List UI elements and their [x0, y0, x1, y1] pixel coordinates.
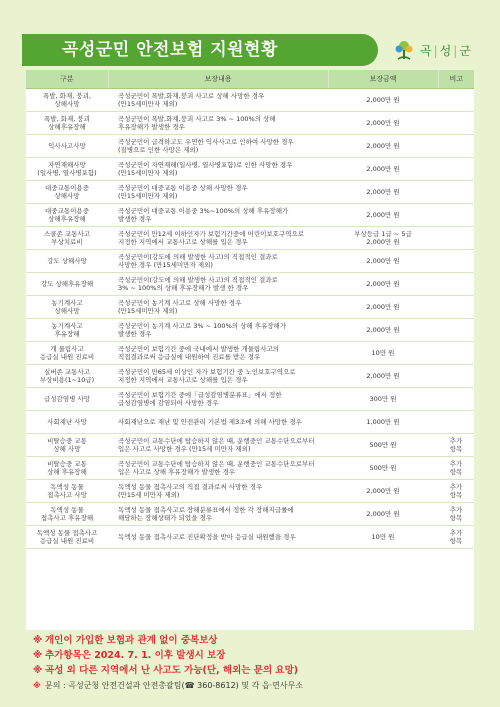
row-amount-line: 2,000만 원 [366, 256, 400, 265]
row-note [438, 181, 474, 204]
row-amount-line: 2,000만 원 [366, 141, 400, 150]
row-category-line: 비탈승중 교통 [47, 459, 87, 468]
row-amount [328, 342, 438, 365]
row-amount-line: 2,000만 원 [366, 238, 400, 246]
column-header: 비고 [438, 70, 474, 89]
table-row [26, 388, 474, 411]
note-line [33, 663, 473, 678]
table-row [26, 411, 474, 434]
row-note-line: 추가 [449, 505, 463, 514]
row-category-line: 폭발, 화재, 붕괴, [42, 91, 91, 100]
row-content-line: 해당하는 장해상태가 되었을 경우 [118, 514, 213, 522]
row-category-line: (일사병, 열사병포함) [37, 169, 97, 177]
note-mark: ※ [33, 635, 43, 646]
row-content [108, 296, 328, 319]
row-note-line: 항목 [449, 514, 463, 522]
row-category-line: 후유장해 [54, 330, 80, 338]
row-content [108, 112, 328, 135]
row-category [26, 89, 108, 112]
row-content [108, 388, 328, 411]
row-category [26, 434, 108, 457]
row-category-line: 사회재난 사망 [47, 417, 87, 426]
note-line [33, 648, 473, 663]
table-row [26, 342, 474, 365]
row-note-line: 추가 [449, 436, 463, 445]
row-amount [328, 319, 438, 342]
page-title: 곡성군민 안전보험 지원현황 [62, 40, 278, 60]
row-note [438, 434, 474, 457]
row-content [108, 365, 328, 388]
row-content-line: (질병으로 인한 사망은 제외) [118, 146, 199, 154]
notes-section [33, 633, 473, 693]
row-category-line: 응급실 내원 진료비 [39, 537, 95, 545]
row-category [26, 388, 108, 411]
row-content-line: 곡성군민이 폭발,화재,붕괴 사고로 상해 사망한 경우 [118, 91, 265, 100]
row-content-line: 곡성군민이 보험기간 중에 국내에서 발생한 개물림사고의 [118, 344, 280, 353]
row-category-line: 비탈승중 교통 [47, 436, 87, 445]
row-category [26, 503, 108, 526]
note-mark: ※ [33, 681, 41, 690]
row-note [438, 135, 474, 158]
table-row [26, 319, 474, 342]
row-amount [328, 227, 438, 250]
row-note [438, 296, 474, 319]
row-content [108, 411, 328, 434]
row-content-line: 지정한 지역에서 교통사고로 상해를 입은 경우 [118, 376, 248, 384]
row-amount [328, 526, 438, 549]
row-content-line: 독액성 동물 접촉사고로 진단확정을 받아 응급실 내원했을 경우 [118, 532, 296, 541]
row-amount-line: 2,000만 원 [366, 509, 400, 518]
logo-char: 성 [439, 43, 453, 58]
row-note [438, 158, 474, 181]
row-note [438, 480, 474, 503]
row-content-line: 곡성군민이 교통수단에 탑승하지 않은 때, 운행중인 교통수단으로부터 [118, 459, 315, 468]
row-amount [328, 411, 438, 434]
note-text: 곡성 외 다른 지역에서 난 사고도 가능(단, 해외는 문의 요망) [45, 665, 299, 676]
row-content-line: 독액성 동물 접촉사고의 직접 결과로써 사망한 경우 [118, 482, 263, 491]
row-note-line: 항목 [449, 537, 463, 545]
row-amount [328, 457, 438, 480]
row-category-line: 접촉사고 사망 [47, 491, 87, 499]
row-content [108, 480, 328, 503]
row-note [438, 204, 474, 227]
row-content-line: 곡성군민이 교통수단에 탑승하지 않은 때, 운행중인 교통수단으로부터 [118, 436, 315, 445]
row-content-line: 곡성군민이 대중교통 이용중 3%~100%의 상해 후유장해가 [118, 206, 289, 215]
row-content [108, 457, 328, 480]
row-amount-line: 2,000만 원 [366, 486, 400, 495]
note-mark: ※ [33, 665, 43, 676]
row-category [26, 181, 108, 204]
contact-text: 문의 : 곡성군청 안전건설과 안전총괄팀(☎ 360-8612) 및 각 읍·면사무소 [45, 681, 304, 690]
row-content-line: 발생한 경우 [118, 215, 152, 223]
table-row [26, 457, 474, 480]
row-category-line: 상해후유장해 [48, 123, 86, 131]
row-note-line: 추가 [449, 459, 463, 468]
row-category-line: 부상치료비 [51, 238, 83, 246]
row-content-line: 곡성군민이 농기계 사고로 3% ~ 100%의 상해 후유장해가 [118, 321, 287, 330]
row-content-line: 입은 사고로 상해 후유장해가 발생한 경우 [118, 468, 236, 476]
row-content-line: 곡성군민이 대중교통 이용중 상해 사망한 경우 [118, 183, 248, 192]
table-row [26, 296, 474, 319]
row-category [26, 227, 108, 250]
row-content-line: 곡성군민이 폭발,화재,붕괴 사고로 3% ~ 100%의 상해 [118, 114, 276, 123]
table-row [26, 181, 474, 204]
row-category-line: 상해사망 [54, 307, 80, 315]
row-note [438, 342, 474, 365]
row-category-line: 응급실 내원 진료비 [39, 353, 95, 361]
row-amount [328, 135, 438, 158]
row-category [26, 204, 108, 227]
row-content-line: (만15세미만자 제외) [118, 100, 178, 108]
table-row [26, 365, 474, 388]
row-note [438, 319, 474, 342]
row-content-line: (만15세미만자 제외) [118, 169, 178, 177]
row-amount-line: 500만 원 [369, 440, 397, 449]
row-amount-line: 300만 원 [369, 394, 397, 403]
table-row [26, 503, 474, 526]
row-content-line: 곡성군민이 자연재해(일사병, 열사병포함)로 인한 사망한 경우 [118, 160, 293, 169]
row-content [108, 319, 328, 342]
note-text: 개인이 가입한 보험과 관계 없이 중복보상 [45, 635, 218, 646]
row-category-line: 상해 사망 [53, 445, 81, 453]
row-category-line: 부상비용(1~10급) [39, 376, 95, 384]
row-category-line: 상해사망 [54, 192, 80, 200]
row-content-line: 지정한 지역에서 교통사고로 상해를 입은 경우 [118, 238, 248, 246]
row-category-line: 자연재해사망 [48, 160, 86, 169]
row-amount-line: 2,000만 원 [366, 95, 400, 104]
table-row [26, 480, 474, 503]
row-note [438, 89, 474, 112]
row-content-line: 독액성 동물 접촉사고로 장해분류표에서 정한 각 장해지급률에 [118, 505, 294, 514]
row-category-line: 접촉사고 후유장해 [40, 514, 94, 522]
row-amount [328, 89, 438, 112]
row-amount-line: 500만 원 [369, 463, 397, 472]
row-content-line: 곡성군민이 보험기간 중에「급성감염병분류표」에서 정한 [118, 390, 282, 399]
row-content-line: 곡성군민이 만65세 이상인 자가 보험기간 중 노인보호구역으로 [118, 367, 296, 376]
table-row [26, 112, 474, 135]
row-note [438, 526, 474, 549]
row-category [26, 526, 108, 549]
column-header: 보장내용 [108, 70, 328, 89]
row-category [26, 457, 108, 480]
row-category [26, 250, 108, 273]
row-amount-line: 2,000만 원 [366, 302, 400, 311]
row-content [108, 526, 328, 549]
row-category-line: 스쿨존 교통사고 [43, 229, 91, 238]
row-category-line: 대중교통이용중 [45, 206, 89, 215]
row-category-line: 익사사고사망 [48, 141, 86, 150]
row-category-line: 독액성 동물 [50, 505, 84, 514]
row-amount-line: 2,000만 원 [366, 164, 400, 173]
note-text: 추가항목은 2024. 7. 1. 이후 발생시 보장 [45, 650, 226, 661]
table-row [26, 250, 474, 273]
row-note-line: 추가 [449, 482, 463, 491]
table-row [26, 526, 474, 549]
row-amount-line: 2,000만 원 [366, 371, 400, 380]
tree-logo-icon [392, 38, 416, 62]
row-amount [328, 434, 438, 457]
row-category [26, 342, 108, 365]
note-line [33, 633, 473, 648]
row-content [108, 135, 328, 158]
column-header: 구분 [26, 70, 108, 89]
table-body [26, 89, 474, 549]
row-category [26, 411, 108, 434]
row-category-line: 상해사망 [54, 100, 80, 108]
row-category-line: 상해후유장해 [48, 215, 86, 223]
column-header: 보장금액 [328, 70, 438, 89]
row-category-line: 독액성 동물 [50, 482, 84, 491]
row-note-line: 항목 [449, 491, 463, 499]
row-amount-line: 2,000만 원 [366, 325, 400, 334]
row-amount-line: 1,000만 원 [366, 417, 400, 426]
row-amount [328, 503, 438, 526]
table-header-row [26, 70, 474, 89]
row-amount-line: 2,000만 원 [366, 210, 400, 219]
row-content-line: 곡성군민이 농기계 사고로 상해 사망한 경우 [118, 298, 242, 307]
row-category [26, 365, 108, 388]
row-amount [328, 296, 438, 319]
row-category-line: 상해 후유장해 [47, 468, 87, 476]
row-category-line: 대중교통이용중 [45, 183, 89, 192]
row-category [26, 296, 108, 319]
row-amount [328, 158, 438, 181]
row-note [438, 457, 474, 480]
row-note [438, 411, 474, 434]
table-row [26, 204, 474, 227]
row-content-line: 발생한 경우 [118, 330, 152, 338]
coverage-table-container [26, 70, 474, 630]
table-row [26, 135, 474, 158]
row-content-line: (만15세미만자 제외) [118, 192, 178, 200]
row-content-line: 직접결과로써 응급실에 내원하여 진료를 받은 경우 [118, 353, 261, 361]
row-content-line: 입은 사고로 사망한 경우 (만15세 미만자 제외) [118, 445, 251, 453]
row-category-line: 농기계사고 [51, 321, 83, 330]
row-content-line: 후유장해가 발생한 경우 [118, 123, 185, 131]
row-amount [328, 365, 438, 388]
row-category-line: 개 물림사고 [50, 344, 84, 353]
row-amount-line: 2,000만 원 [366, 187, 400, 196]
row-amount-line: 2,000만 원 [366, 279, 400, 288]
row-amount [328, 250, 438, 273]
row-note-line: 추가 [449, 528, 463, 537]
row-note [438, 388, 474, 411]
row-note [438, 227, 474, 250]
row-content [108, 89, 328, 112]
row-content [108, 273, 328, 296]
row-amount [328, 204, 438, 227]
row-category [26, 319, 108, 342]
row-amount [328, 388, 438, 411]
row-note [438, 503, 474, 526]
logo-char: 군 [459, 43, 472, 58]
table-row [26, 227, 474, 250]
row-amount [328, 273, 438, 296]
row-content-line: 사망한 경우 (만15세미만자 제외) [118, 261, 213, 269]
row-category [26, 158, 108, 181]
row-note [438, 112, 474, 135]
row-amount [328, 181, 438, 204]
row-amount [328, 480, 438, 503]
table-row [26, 158, 474, 181]
table-row [26, 273, 474, 296]
logo-char: 곡 [420, 43, 433, 58]
row-category-line: 독액성 동물 접촉사고 [36, 528, 98, 537]
row-category-line: 급성감염병 사망 [43, 394, 91, 403]
row-note [438, 273, 474, 296]
row-category [26, 135, 108, 158]
row-content [108, 434, 328, 457]
gokseong-logo [392, 36, 472, 64]
row-content [108, 181, 328, 204]
row-category-line: 농기계사고 [51, 298, 83, 307]
row-category-line: 폭발, 화재, 붕괴 [44, 114, 90, 123]
row-amount-line: 부상등급 1급 ~ 5급 [354, 229, 412, 238]
row-content [108, 503, 328, 526]
row-category-line: 실버존 교통사고 [43, 367, 91, 376]
row-category-line: 강도 상해후유장해 [40, 279, 94, 288]
row-content-line: 곡성군민이 급격하고도 우연한 익사사고로 인하여 사망한 경우 [118, 137, 294, 146]
row-note [438, 365, 474, 388]
table-row [26, 89, 474, 112]
logo-wordmark: 곡|성|군 [420, 43, 472, 58]
contact-line [33, 678, 473, 693]
row-content-line: (만15세 미만자 제외) [118, 491, 180, 499]
title-banner [22, 34, 378, 66]
row-content-line: 3% ~ 100%의 상해 후유장해가 발생 한 경우 [118, 284, 249, 292]
row-amount-line: 10만 원 [371, 532, 395, 541]
row-content [108, 250, 328, 273]
row-amount-line: 2,000만 원 [366, 118, 400, 127]
row-content-line: 급성감염병에 감염되어 사망한 경우 [118, 399, 219, 407]
row-amount [328, 112, 438, 135]
row-content-line: 사회재난으로 재난 및 안전관리 기본법 제3조에 의해 사망한 경우 [118, 417, 302, 426]
row-content-line: 곡성군민이 만12세 이하인자가 보험기간중에 어린이보호구역으로 [118, 229, 305, 238]
row-content-line: (만15세미만자 제외) [118, 307, 178, 315]
row-note [438, 250, 474, 273]
row-note-line: 항목 [449, 445, 463, 453]
row-content-line: 곡성군민이(강도에 의해 발생한 사고)의 직접적인 결과로 [118, 275, 278, 284]
row-amount-line: 10만 원 [371, 348, 395, 357]
row-category [26, 112, 108, 135]
row-category [26, 480, 108, 503]
coverage-table [26, 70, 474, 549]
row-content [108, 158, 328, 181]
row-category [26, 273, 108, 296]
row-content [108, 204, 328, 227]
table-row [26, 434, 474, 457]
row-content-line: 곡성군민이(강도에 의해 발생한 사고)의 직접적인 결과로 [118, 252, 278, 261]
row-note-line: 항목 [449, 468, 463, 476]
note-mark: ※ [33, 650, 43, 661]
row-content [108, 227, 328, 250]
row-content [108, 342, 328, 365]
row-category-line: 강도 상해사망 [47, 256, 87, 265]
